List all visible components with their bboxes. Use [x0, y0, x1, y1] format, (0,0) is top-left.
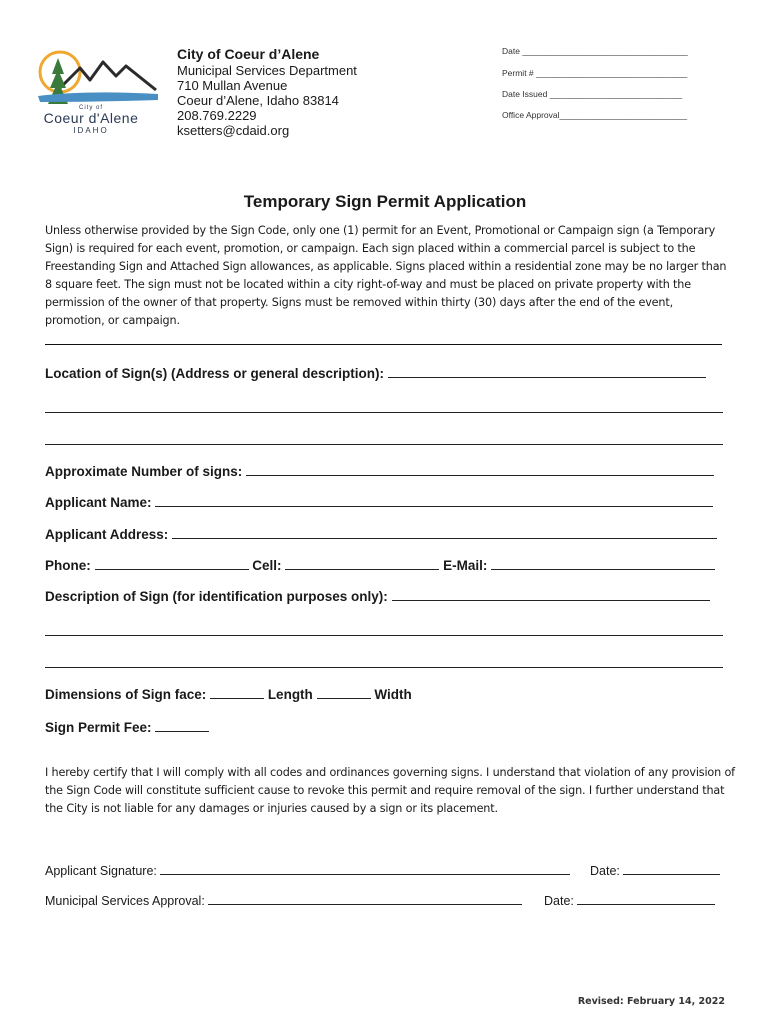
org-email: ksetters@cdaid.org [177, 123, 290, 138]
applicant-name-label: Applicant Name: [45, 495, 152, 510]
dimensions-label: Dimensions of Sign face: [45, 687, 207, 702]
approval-signature-field [45, 891, 522, 908]
dimension-input-2[interactable] [317, 685, 371, 699]
applicant-address-input[interactable] [172, 525, 717, 539]
location-line-2[interactable] [45, 412, 723, 413]
contact-field [45, 556, 715, 573]
phone-label: Phone: [45, 558, 91, 573]
applicant-signature-field [45, 861, 570, 878]
cell-label: Cell: [252, 558, 282, 573]
description-input[interactable] [392, 587, 710, 601]
org-name: City of Coeur d’Alene [177, 46, 320, 62]
approval-date-field [544, 891, 715, 908]
description-line-3[interactable] [45, 667, 723, 668]
applicant-date-field [590, 861, 720, 878]
applicant-name-field [45, 493, 713, 510]
description-label: Description of Sign (for identification purposes only): [45, 589, 388, 604]
section-divider [45, 344, 722, 345]
phone-input[interactable] [95, 556, 249, 570]
logo-sub-text: IDAHO [73, 126, 109, 135]
office-permit-field[interactable]: Permit # ________________________________ [502, 68, 688, 78]
location-label: Location of Sign(s) (Address or general description): [45, 366, 385, 381]
intro-paragraph: Unless otherwise provided by the Sign Code, only one (1) permit for an Event, Promotional or Campaign sign (a Temporary Sign) is required for each event, promotion, or campaign. Each sign placed within a commercial parcel is subject to the Freestanding Sign and Attached Sign allowances, as applicable. Signs placed within a residential zone may be no larger than 8 square feet. The sign must not be located within a city right-of-way and must be placed on private property with the permission of the owner of that property. Signs must be removed within thirty (30) days after the end of the event, promotion, or campaign. [45, 224, 727, 327]
applicant-date-label: Date: [590, 864, 620, 878]
email-input[interactable] [491, 556, 715, 570]
num-signs-field [45, 462, 714, 479]
fee-input[interactable] [155, 718, 209, 732]
location-field [45, 364, 706, 381]
certification-paragraph: I hereby certify that I will comply with all codes and ordinances governing signs. I understand that violation of any provision of the Sign Code will constitute sufficient cause to revoke this permit and require removal of the sign. I further understand that the City is not liable for any damages or injuries caused by a sign or its placement. [45, 766, 735, 815]
office-approval-field[interactable]: Office Approval___________________________ [502, 110, 688, 120]
location-line-3[interactable] [45, 444, 723, 445]
revised-date: Revised: February 14, 2022 [577, 996, 725, 1007]
location-input[interactable] [388, 364, 706, 378]
description-line-2[interactable] [45, 635, 723, 636]
approval-date-label: Date: [544, 894, 574, 908]
org-phone: 208.769.2229 [177, 108, 257, 123]
approval-date-input[interactable] [577, 891, 715, 905]
cell-input[interactable] [285, 556, 439, 570]
description-field [45, 587, 710, 604]
approval-signature-input[interactable] [208, 891, 522, 905]
dimensions-field [45, 685, 412, 702]
fee-field [45, 718, 209, 735]
approval-signature-label: Municipal Services Approval: [45, 894, 205, 908]
office-date-field[interactable]: Date ___________________________________ [502, 46, 688, 56]
fee-label: Sign Permit Fee: [45, 720, 152, 735]
org-department: Municipal Services Department [177, 63, 357, 78]
num-signs-input[interactable] [246, 462, 714, 476]
logo-main-text: Coeur d'Alene [43, 110, 139, 126]
applicant-name-input[interactable] [155, 493, 713, 507]
page-title: Temporary Sign Permit Application [243, 192, 527, 211]
email-label: E-Mail: [443, 558, 488, 573]
logo-small-text: City of [78, 105, 103, 111]
length-label: Length [267, 687, 313, 702]
dimension-input-1[interactable] [210, 685, 264, 699]
applicant-address-label: Applicant Address: [45, 527, 169, 542]
org-city: Coeur d’Alene, Idaho 83814 [177, 93, 339, 108]
applicant-address-field [45, 525, 717, 542]
applicant-date-input[interactable] [623, 861, 720, 875]
org-street: 710 Mullan Avenue [177, 78, 288, 93]
office-date-issued-field[interactable]: Date Issued ____________________________ [502, 89, 683, 99]
num-signs-label: Approximate Number of signs: [45, 464, 243, 479]
applicant-signature-input[interactable] [160, 861, 570, 875]
applicant-signature-label: Applicant Signature: [45, 864, 157, 878]
width-label: Width [374, 687, 412, 702]
